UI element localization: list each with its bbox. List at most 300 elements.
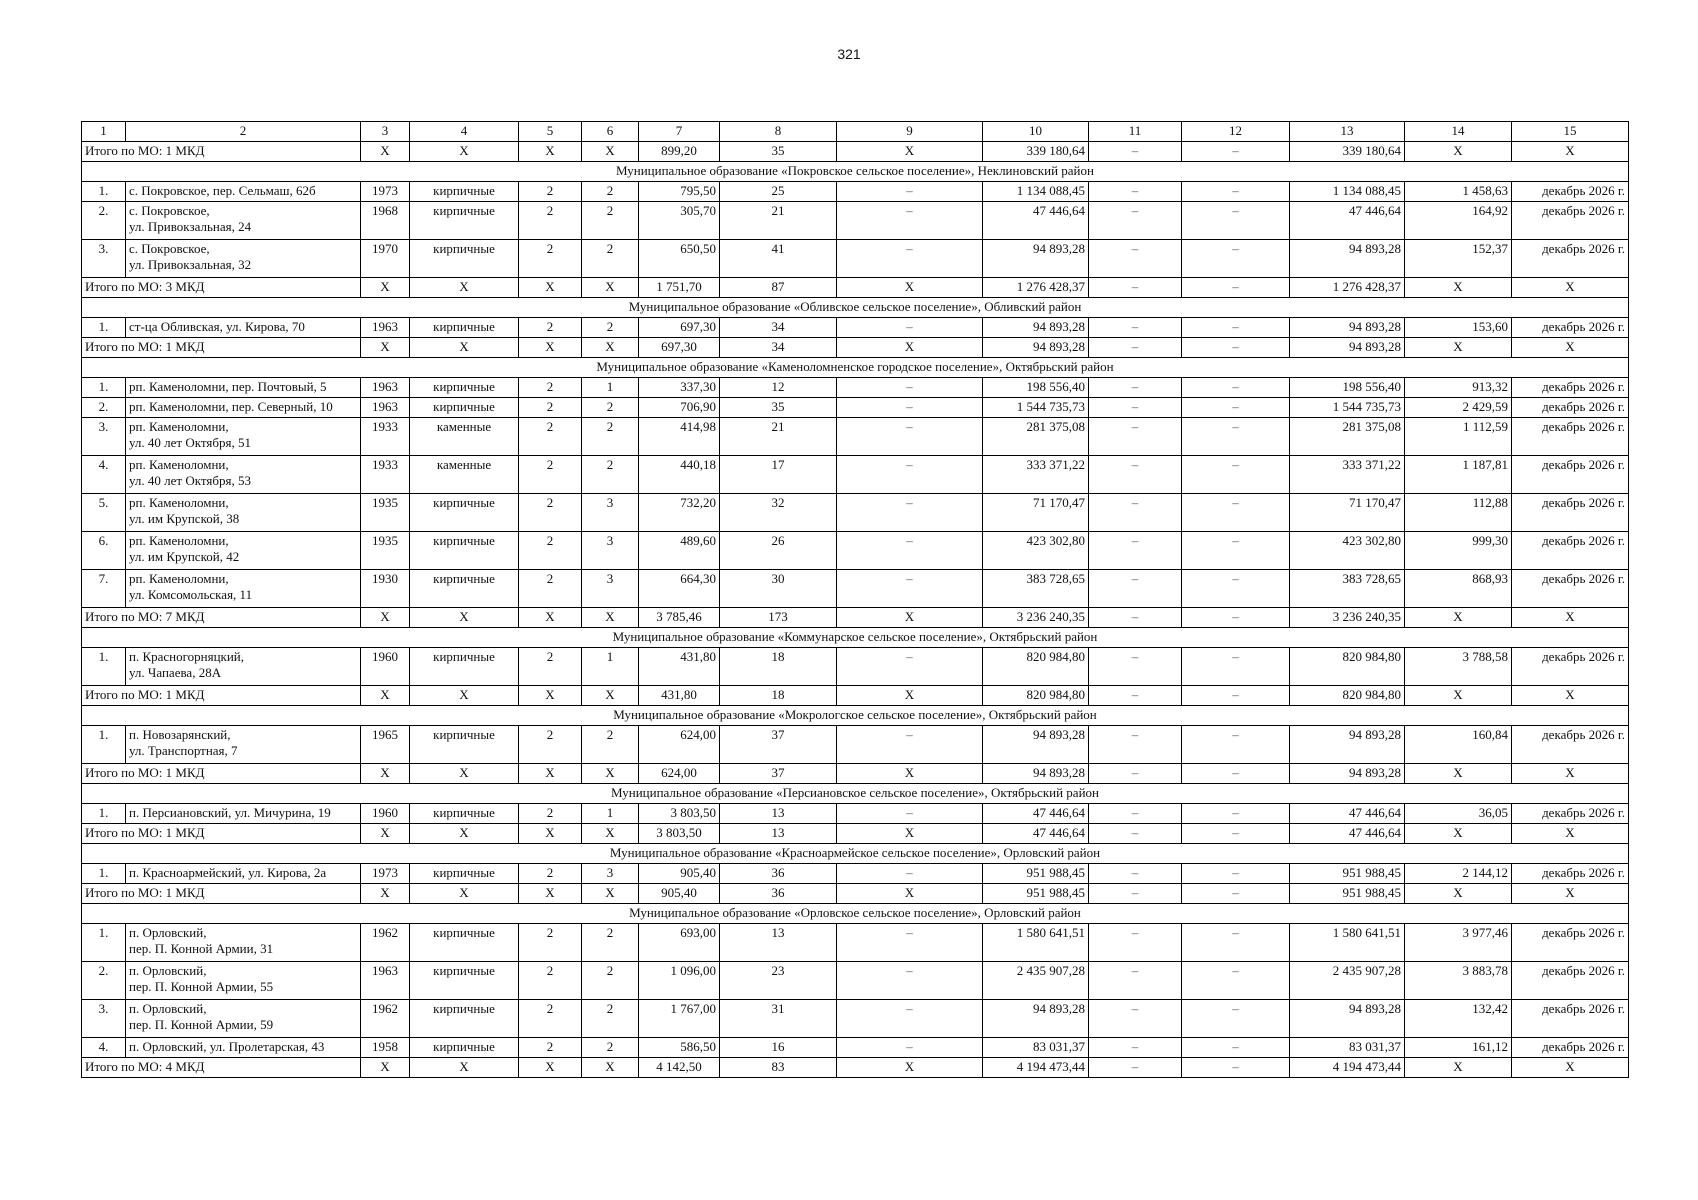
- total-cell: 37: [720, 764, 837, 784]
- total-cell: X: [410, 278, 519, 298]
- municipality-section-row: [82, 162, 1629, 182]
- building-cell: кирпичные: [410, 924, 519, 962]
- total-cell: X: [582, 884, 639, 904]
- column-number: 11: [1089, 122, 1182, 142]
- municipality-total-row: [82, 278, 1629, 298]
- building-cell: 3: [582, 570, 639, 608]
- building-cell: –: [1182, 1038, 1290, 1058]
- building-cell: 2: [519, 532, 582, 570]
- total-cell: –: [1182, 1058, 1290, 1078]
- building-cell: 693,00: [639, 924, 720, 962]
- total-cell: X: [1405, 1058, 1512, 1078]
- building-cell: 2: [582, 1038, 639, 1058]
- building-cell: 1 134 088,45: [1290, 182, 1405, 202]
- building-cell: 71 170,47: [983, 494, 1089, 532]
- municipality-name: Муниципальное образование «Коммунарское сельское поселение», Октябрьский район: [82, 628, 1629, 648]
- building-cell: 47 446,64: [983, 804, 1089, 824]
- row-number: 1.: [82, 864, 126, 884]
- municipality-name: Муниципальное образование «Красноармейское сельское поселение», Орловский район: [82, 844, 1629, 864]
- building-cell: 3 803,50: [639, 804, 720, 824]
- municipality-section-row: [82, 904, 1629, 924]
- building-cell: 423 302,80: [983, 532, 1089, 570]
- building-cell: каменные: [410, 418, 519, 456]
- total-cell: –: [1089, 338, 1182, 358]
- total-cell: –: [1182, 142, 1290, 162]
- building-cell: –: [1089, 378, 1182, 398]
- municipality-name: Муниципальное образование «Каменоломненское городское поселение», Октябрьский район: [82, 358, 1629, 378]
- building-cell: 281 375,08: [983, 418, 1089, 456]
- building-cell: 3: [582, 532, 639, 570]
- building-cell: –: [1089, 864, 1182, 884]
- building-cell: 21: [720, 418, 837, 456]
- building-address: п. Новозарянский, ул. Транспортная, 7: [126, 726, 361, 764]
- building-cell: 37: [720, 726, 837, 764]
- building-cell: 23: [720, 962, 837, 1000]
- building-cell: 47 446,64: [1290, 202, 1405, 240]
- building-cell: –: [1089, 182, 1182, 202]
- total-cell: 951 988,45: [1290, 884, 1405, 904]
- building-cell: –: [1182, 726, 1290, 764]
- building-row: [82, 398, 1629, 418]
- building-cell: –: [1182, 318, 1290, 338]
- total-cell: X: [1405, 338, 1512, 358]
- building-cell: 2: [582, 726, 639, 764]
- building-cell: 489,60: [639, 532, 720, 570]
- building-cell: 650,50: [639, 240, 720, 278]
- building-cell: 36,05: [1405, 804, 1512, 824]
- building-cell: 161,12: [1405, 1038, 1512, 1058]
- total-cell: X: [410, 1058, 519, 1078]
- building-cell: 132,42: [1405, 1000, 1512, 1038]
- building-cell: 17: [720, 456, 837, 494]
- municipality-total-row: [82, 608, 1629, 628]
- building-cell: –: [837, 494, 983, 532]
- building-cell: –: [1182, 532, 1290, 570]
- building-cell: –: [837, 804, 983, 824]
- building-cell: –: [1182, 1000, 1290, 1038]
- building-cell: 30: [720, 570, 837, 608]
- total-cell: 3 803,50: [639, 824, 720, 844]
- building-cell: 16: [720, 1038, 837, 1058]
- row-number: 3.: [82, 418, 126, 456]
- building-row: [82, 202, 1629, 240]
- building-cell: –: [837, 182, 983, 202]
- building-cell: –: [1182, 494, 1290, 532]
- building-cell: декабрь 2026 г.: [1512, 804, 1629, 824]
- building-address: с. Покровское, ул. Привокзальная, 32: [126, 240, 361, 278]
- building-cell: 21: [720, 202, 837, 240]
- total-cell: 1 751,70: [639, 278, 720, 298]
- building-cell: кирпичные: [410, 182, 519, 202]
- total-cell: X: [519, 824, 582, 844]
- building-cell: 1973: [361, 864, 410, 884]
- building-cell: 71 170,47: [1290, 494, 1405, 532]
- building-cell: –: [1089, 532, 1182, 570]
- building-cell: декабрь 2026 г.: [1512, 1000, 1629, 1038]
- total-cell: X: [837, 1058, 983, 1078]
- building-cell: 2: [519, 456, 582, 494]
- row-number: 4.: [82, 1038, 126, 1058]
- building-cell: 26: [720, 532, 837, 570]
- building-cell: декабрь 2026 г.: [1512, 398, 1629, 418]
- building-cell: 94 893,28: [1290, 1000, 1405, 1038]
- building-cell: 868,93: [1405, 570, 1512, 608]
- total-cell: X: [1405, 764, 1512, 784]
- column-number: 12: [1182, 122, 1290, 142]
- building-cell: декабрь 2026 г.: [1512, 378, 1629, 398]
- total-cell: –: [1089, 142, 1182, 162]
- building-address: п. Красноармейский, ул. Кирова, 2а: [126, 864, 361, 884]
- building-cell: –: [837, 378, 983, 398]
- building-cell: –: [1182, 864, 1290, 884]
- building-address: с. Покровское, ул. Привокзальная, 24: [126, 202, 361, 240]
- building-cell: 13: [720, 804, 837, 824]
- building-cell: 2: [519, 1000, 582, 1038]
- building-cell: 999,30: [1405, 532, 1512, 570]
- building-cell: 1 187,81: [1405, 456, 1512, 494]
- total-label: Итого по МО: 7 МКД: [82, 608, 361, 628]
- building-cell: декабрь 2026 г.: [1512, 456, 1629, 494]
- total-cell: –: [1182, 278, 1290, 298]
- building-address: рп. Каменоломни, ул. 40 лет Октября, 51: [126, 418, 361, 456]
- building-cell: 1 544 735,73: [983, 398, 1089, 418]
- building-cell: каменные: [410, 456, 519, 494]
- total-cell: X: [361, 338, 410, 358]
- row-number: 1.: [82, 648, 126, 686]
- total-cell: X: [837, 142, 983, 162]
- row-number: 1.: [82, 318, 126, 338]
- building-cell: кирпичные: [410, 532, 519, 570]
- building-cell: 2: [582, 202, 639, 240]
- building-cell: 83 031,37: [983, 1038, 1089, 1058]
- building-cell: –: [1089, 924, 1182, 962]
- building-cell: –: [1182, 398, 1290, 418]
- building-cell: кирпичные: [410, 570, 519, 608]
- building-cell: –: [1182, 202, 1290, 240]
- building-cell: 951 988,45: [983, 864, 1089, 884]
- row-number: 6.: [82, 532, 126, 570]
- building-cell: 1963: [361, 398, 410, 418]
- row-number: 7.: [82, 570, 126, 608]
- building-cell: 1970: [361, 240, 410, 278]
- total-cell: 4 194 473,44: [983, 1058, 1089, 1078]
- building-cell: 83 031,37: [1290, 1038, 1405, 1058]
- municipality-name: Муниципальное образование «Мокрологское сельское поселение», Октябрьский район: [82, 706, 1629, 726]
- building-cell: 18: [720, 648, 837, 686]
- building-cell: 1963: [361, 318, 410, 338]
- building-row: [82, 494, 1629, 532]
- building-cell: –: [1089, 726, 1182, 764]
- building-cell: 153,60: [1405, 318, 1512, 338]
- building-cell: 2: [582, 318, 639, 338]
- building-cell: –: [1182, 570, 1290, 608]
- building-cell: 383 728,65: [983, 570, 1089, 608]
- building-cell: 1 544 735,73: [1290, 398, 1405, 418]
- building-address: п. Персиановский, ул. Мичурина, 19: [126, 804, 361, 824]
- column-number: 2: [126, 122, 361, 142]
- building-cell: –: [837, 418, 983, 456]
- total-cell: –: [1182, 338, 1290, 358]
- building-cell: 1 096,00: [639, 962, 720, 1000]
- total-cell: –: [1089, 884, 1182, 904]
- total-cell: 899,20: [639, 142, 720, 162]
- total-label: Итого по МО: 1 МКД: [82, 686, 361, 706]
- column-number: 8: [720, 122, 837, 142]
- building-cell: 1968: [361, 202, 410, 240]
- total-label: Итого по МО: 1 МКД: [82, 338, 361, 358]
- building-cell: декабрь 2026 г.: [1512, 1038, 1629, 1058]
- total-cell: X: [582, 142, 639, 162]
- building-address: рп. Каменоломни, ул. им Крупской, 38: [126, 494, 361, 532]
- total-label: Итого по МО: 4 МКД: [82, 1058, 361, 1078]
- total-cell: X: [519, 1058, 582, 1078]
- row-number: 1.: [82, 804, 126, 824]
- building-cell: –: [1089, 318, 1182, 338]
- building-cell: кирпичные: [410, 864, 519, 884]
- building-cell: 13: [720, 924, 837, 962]
- building-cell: 94 893,28: [983, 1000, 1089, 1038]
- total-label: Итого по МО: 1 МКД: [82, 824, 361, 844]
- building-cell: декабрь 2026 г.: [1512, 532, 1629, 570]
- total-cell: X: [837, 338, 983, 358]
- total-cell: X: [361, 142, 410, 162]
- total-cell: X: [519, 884, 582, 904]
- building-cell: 34: [720, 318, 837, 338]
- row-number: 2.: [82, 398, 126, 418]
- column-number: 10: [983, 122, 1089, 142]
- municipality-name: Муниципальное образование «Обливское сельское поселение», Обливский район: [82, 298, 1629, 318]
- building-cell: 2 144,12: [1405, 864, 1512, 884]
- building-cell: –: [1089, 1038, 1182, 1058]
- total-cell: X: [519, 142, 582, 162]
- building-cell: 337,30: [639, 378, 720, 398]
- building-cell: 2: [519, 962, 582, 1000]
- building-cell: –: [1182, 456, 1290, 494]
- building-cell: 706,90: [639, 398, 720, 418]
- total-cell: X: [1512, 608, 1629, 628]
- building-cell: 152,37: [1405, 240, 1512, 278]
- building-cell: 1960: [361, 804, 410, 824]
- total-cell: 83: [720, 1058, 837, 1078]
- building-cell: 94 893,28: [1290, 240, 1405, 278]
- building-cell: 2: [519, 726, 582, 764]
- building-address: п. Орловский, ул. Пролетарская, 43: [126, 1038, 361, 1058]
- total-cell: X: [361, 608, 410, 628]
- building-cell: кирпичные: [410, 318, 519, 338]
- building-cell: 2: [519, 202, 582, 240]
- building-cell: 1963: [361, 962, 410, 1000]
- building-cell: 2: [519, 318, 582, 338]
- row-number: 4.: [82, 456, 126, 494]
- building-cell: 1935: [361, 494, 410, 532]
- building-cell: 1 458,63: [1405, 182, 1512, 202]
- column-number: 4: [410, 122, 519, 142]
- building-address: рп. Каменоломни, ул. 40 лет Октября, 53: [126, 456, 361, 494]
- total-cell: X: [1405, 824, 1512, 844]
- total-cell: 3 236 240,35: [1290, 608, 1405, 628]
- building-cell: 414,98: [639, 418, 720, 456]
- building-cell: кирпичные: [410, 494, 519, 532]
- column-number: 6: [582, 122, 639, 142]
- building-cell: 624,00: [639, 726, 720, 764]
- building-cell: 94 893,28: [1290, 726, 1405, 764]
- total-cell: X: [410, 824, 519, 844]
- row-number: 1.: [82, 924, 126, 962]
- building-cell: 35: [720, 398, 837, 418]
- building-cell: 1960: [361, 648, 410, 686]
- building-row: [82, 804, 1629, 824]
- building-cell: 2: [519, 240, 582, 278]
- building-cell: 913,32: [1405, 378, 1512, 398]
- building-cell: 281 375,08: [1290, 418, 1405, 456]
- building-cell: 1: [582, 804, 639, 824]
- total-cell: 697,30: [639, 338, 720, 358]
- building-row: [82, 864, 1629, 884]
- building-cell: –: [1089, 418, 1182, 456]
- building-cell: кирпичные: [410, 962, 519, 1000]
- building-cell: декабрь 2026 г.: [1512, 318, 1629, 338]
- building-cell: 1930: [361, 570, 410, 608]
- total-cell: 94 893,28: [1290, 764, 1405, 784]
- building-cell: –: [837, 240, 983, 278]
- building-cell: кирпичные: [410, 378, 519, 398]
- municipality-section-row: [82, 706, 1629, 726]
- building-cell: –: [837, 532, 983, 570]
- column-number: 15: [1512, 122, 1629, 142]
- total-cell: 94 893,28: [983, 764, 1089, 784]
- building-cell: –: [1089, 202, 1182, 240]
- municipality-total-row: [82, 824, 1629, 844]
- building-cell: декабрь 2026 г.: [1512, 726, 1629, 764]
- building-cell: кирпичные: [410, 804, 519, 824]
- municipality-section-row: [82, 784, 1629, 804]
- column-number: 5: [519, 122, 582, 142]
- column-number: 9: [837, 122, 983, 142]
- building-cell: –: [1089, 962, 1182, 1000]
- building-cell: 697,30: [639, 318, 720, 338]
- municipality-total-row: [82, 338, 1629, 358]
- total-cell: X: [361, 884, 410, 904]
- total-cell: X: [1405, 608, 1512, 628]
- building-cell: –: [837, 726, 983, 764]
- building-cell: 2: [582, 1000, 639, 1038]
- total-label: Итого по МО: 1 МКД: [82, 142, 361, 162]
- building-cell: 2 429,59: [1405, 398, 1512, 418]
- building-cell: –: [837, 1000, 983, 1038]
- building-address: ст-ца Обливская, ул. Кирова, 70: [126, 318, 361, 338]
- building-cell: декабрь 2026 г.: [1512, 418, 1629, 456]
- building-cell: –: [1089, 240, 1182, 278]
- building-cell: 2: [519, 924, 582, 962]
- municipality-name: Муниципальное образование «Орловское сельское поселение», Орловский район: [82, 904, 1629, 924]
- building-cell: 2: [519, 864, 582, 884]
- building-cell: 1933: [361, 456, 410, 494]
- building-cell: декабрь 2026 г.: [1512, 648, 1629, 686]
- building-cell: 12: [720, 378, 837, 398]
- building-cell: 94 893,28: [983, 318, 1089, 338]
- building-row: [82, 456, 1629, 494]
- building-cell: –: [1089, 570, 1182, 608]
- total-cell: 13: [720, 824, 837, 844]
- row-number: 1.: [82, 378, 126, 398]
- total-cell: X: [837, 278, 983, 298]
- building-cell: 820 984,80: [1290, 648, 1405, 686]
- total-cell: 431,80: [639, 686, 720, 706]
- total-cell: 905,40: [639, 884, 720, 904]
- total-label: Итого по МО: 1 МКД: [82, 764, 361, 784]
- building-cell: 32: [720, 494, 837, 532]
- building-cell: 1963: [361, 378, 410, 398]
- municipality-total-row: [82, 142, 1629, 162]
- building-cell: –: [1089, 494, 1182, 532]
- building-cell: 2: [582, 962, 639, 1000]
- building-cell: –: [1182, 182, 1290, 202]
- building-row: [82, 240, 1629, 278]
- building-cell: 586,50: [639, 1038, 720, 1058]
- building-address: рп. Каменоломни, пер. Почтовый, 5: [126, 378, 361, 398]
- building-cell: 198 556,40: [983, 378, 1089, 398]
- building-cell: кирпичные: [410, 202, 519, 240]
- total-cell: X: [837, 608, 983, 628]
- total-cell: 47 446,64: [1290, 824, 1405, 844]
- total-cell: X: [361, 1058, 410, 1078]
- building-row: [82, 924, 1629, 962]
- building-cell: 423 302,80: [1290, 532, 1405, 570]
- building-cell: –: [1182, 962, 1290, 1000]
- building-cell: кирпичные: [410, 648, 519, 686]
- total-cell: 94 893,28: [983, 338, 1089, 358]
- municipality-section-row: [82, 298, 1629, 318]
- total-cell: X: [1512, 278, 1629, 298]
- total-cell: X: [1512, 764, 1629, 784]
- building-cell: 951 988,45: [1290, 864, 1405, 884]
- total-cell: X: [1512, 686, 1629, 706]
- building-cell: 36: [720, 864, 837, 884]
- building-cell: 3 788,58: [1405, 648, 1512, 686]
- total-cell: X: [582, 824, 639, 844]
- building-cell: 2: [582, 456, 639, 494]
- building-cell: –: [1182, 804, 1290, 824]
- building-cell: 905,40: [639, 864, 720, 884]
- column-number: 7: [639, 122, 720, 142]
- building-cell: декабрь 2026 г.: [1512, 494, 1629, 532]
- building-cell: 2: [582, 240, 639, 278]
- building-cell: 2: [519, 378, 582, 398]
- building-cell: –: [1089, 648, 1182, 686]
- building-cell: кирпичные: [410, 240, 519, 278]
- building-cell: кирпичные: [410, 398, 519, 418]
- building-cell: 2: [582, 418, 639, 456]
- column-number: 14: [1405, 122, 1512, 142]
- total-cell: X: [837, 824, 983, 844]
- total-cell: –: [1089, 764, 1182, 784]
- row-number: 2.: [82, 962, 126, 1000]
- building-cell: декабрь 2026 г.: [1512, 864, 1629, 884]
- building-row: [82, 726, 1629, 764]
- total-cell: 3 785,46: [639, 608, 720, 628]
- total-label: Итого по МО: 3 МКД: [82, 278, 361, 298]
- building-cell: 2: [519, 398, 582, 418]
- total-cell: 820 984,80: [1290, 686, 1405, 706]
- total-cell: X: [361, 278, 410, 298]
- building-cell: кирпичные: [410, 726, 519, 764]
- total-cell: X: [519, 686, 582, 706]
- housing-registry-table: [81, 121, 1629, 1078]
- building-cell: 2: [582, 924, 639, 962]
- total-cell: 820 984,80: [983, 686, 1089, 706]
- municipality-total-row: [82, 884, 1629, 904]
- building-cell: 795,50: [639, 182, 720, 202]
